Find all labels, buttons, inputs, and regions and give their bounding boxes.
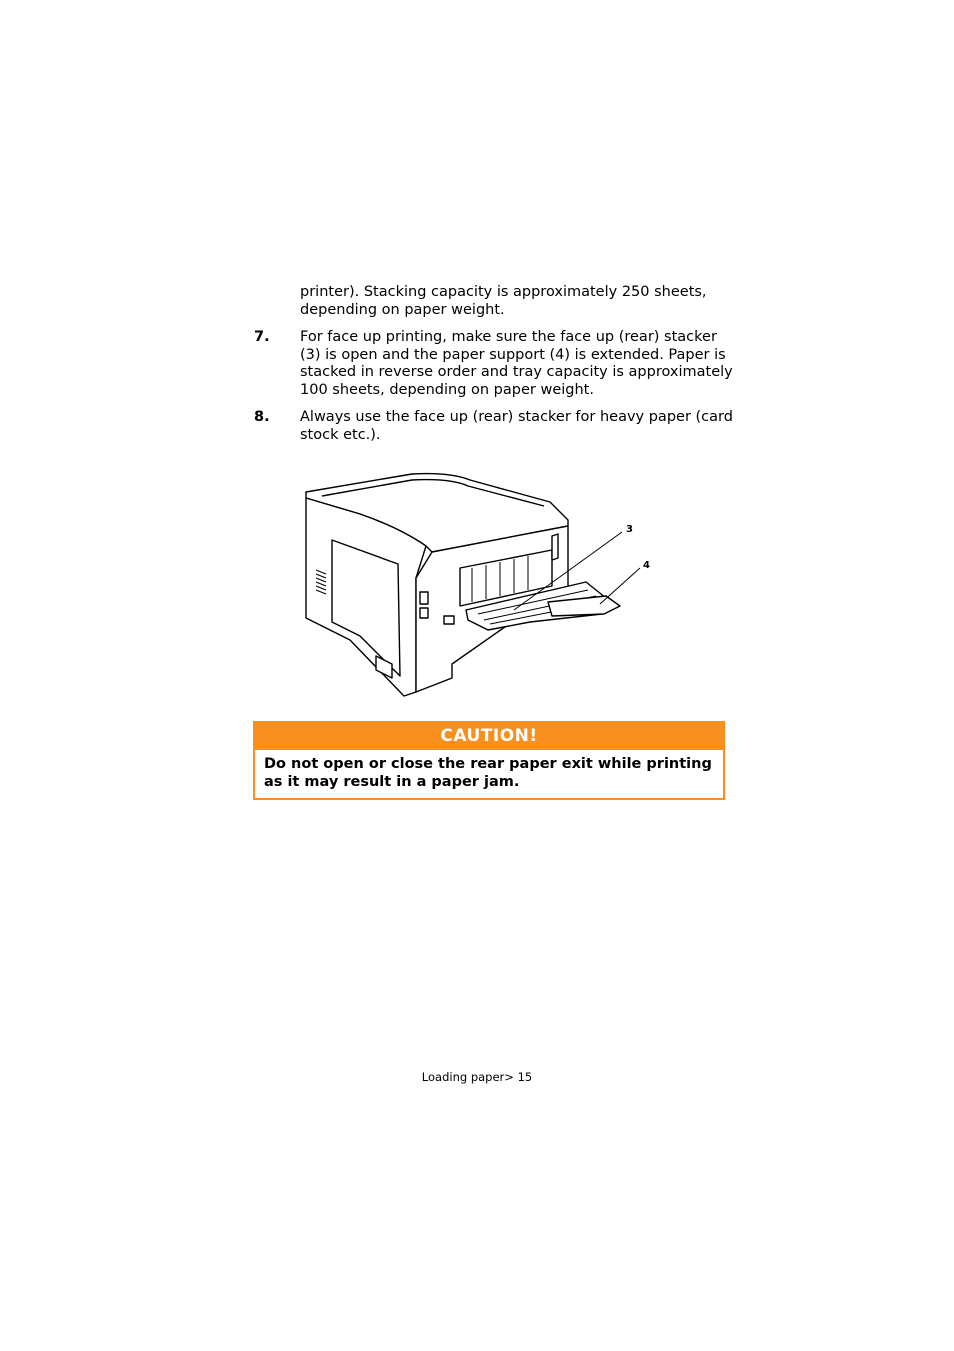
caution-title: CAUTION!: [255, 723, 723, 750]
step-number-7: 7.: [254, 329, 270, 345]
callout-4-label: 4: [643, 560, 650, 571]
callout-4-leader: [600, 568, 640, 604]
step-number-8: 8.: [254, 409, 270, 425]
callout-3-label: 3: [626, 524, 633, 535]
continuation-paragraph: printer). Stacking capacity is approximately 250 sheets, depending on paper weight.: [300, 284, 707, 318]
caution-text: Do not open or close the rear paper exit while printing as it may result in a paper jam.: [264, 756, 712, 791]
caution-box: [253, 721, 725, 800]
step-text-8: Always use the face up (rear) stacker for heavy paper (card stock etc.).: [300, 409, 733, 443]
page-footer: Loading paper> 15: [421, 1070, 533, 1084]
step-text-7: For face up printing, make sure the face up (rear) stacker (3) is open and the paper support (4) is extended. Paper is stacked in reverse order and tray capacity is approximately 100 sheets, depending on paper weight.: [300, 329, 733, 398]
printer-rear-illustration: [300, 468, 660, 700]
